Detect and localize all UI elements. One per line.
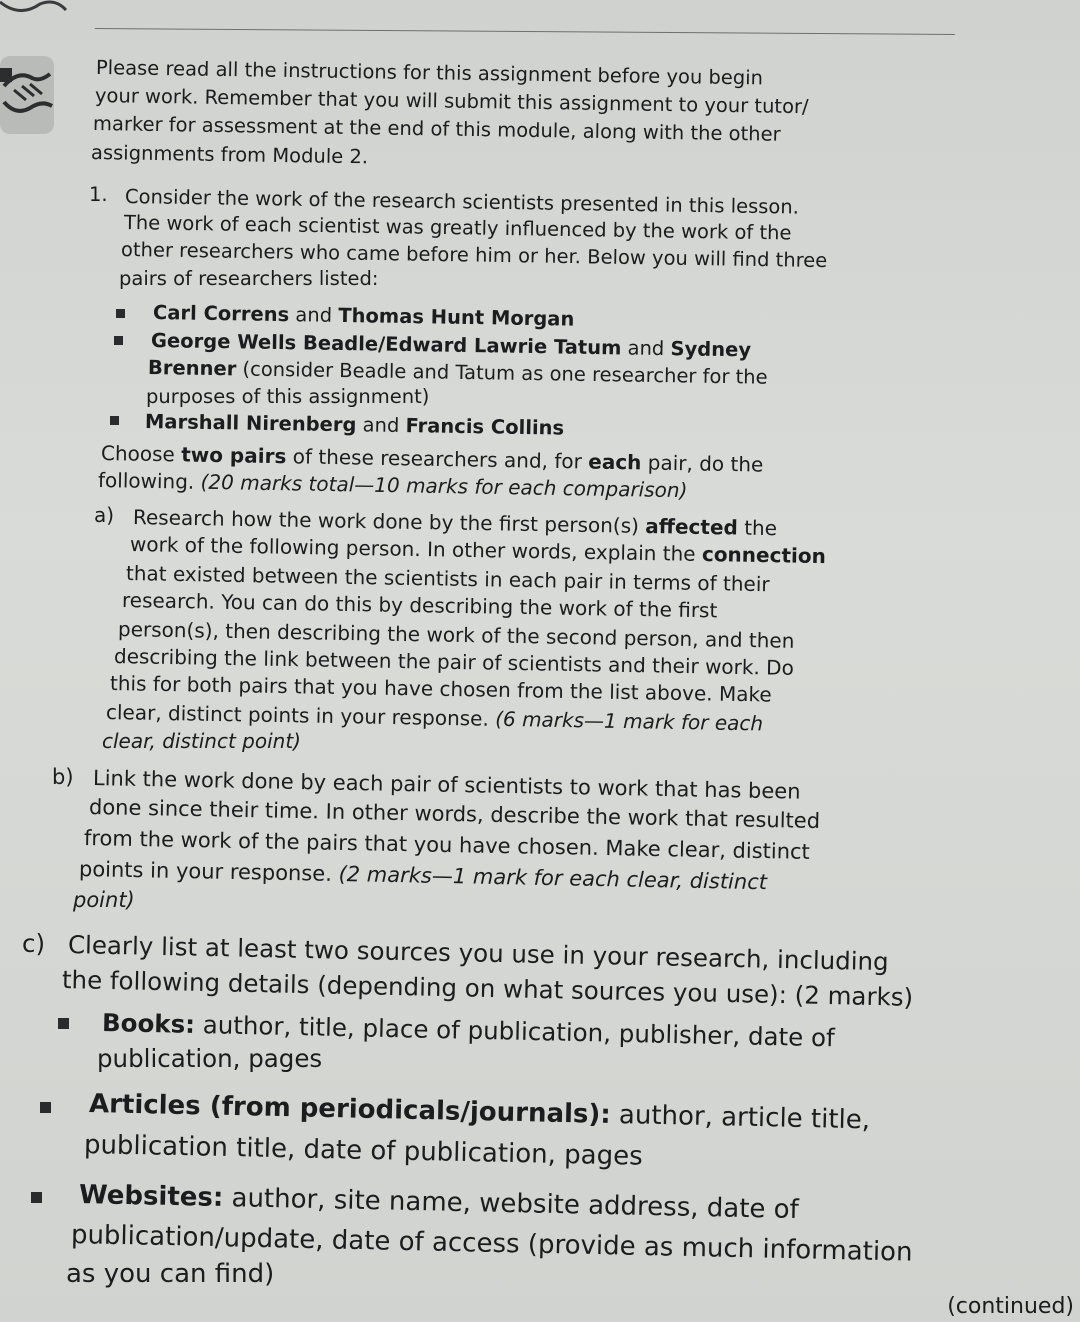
pair-joiner: and <box>621 336 671 361</box>
bullet-square <box>58 1018 69 1029</box>
part-label: c) <box>22 929 46 958</box>
text: of these researchers and, for <box>286 444 589 474</box>
intro-line: your work. Remember that you will submit this assignment to your tutor/ <box>94 84 809 119</box>
researcher-name: Thomas Hunt Morgan <box>338 303 575 331</box>
source-type: Websites: <box>78 1180 224 1214</box>
question-line: other researchers who came before him or her. Below you will find three <box>120 238 828 273</box>
researcher-name: Brenner <box>147 356 237 381</box>
text: pair, do the <box>641 450 764 477</box>
emphasis: connection <box>701 541 827 569</box>
source-type: Books: <box>101 1008 196 1039</box>
part-a-line: describing the link between the pair of scientists and their work. Do <box>113 644 795 680</box>
part-a-line: that existed between the scientists in each pair in terms of their <box>125 561 770 597</box>
bullet-square <box>114 336 123 345</box>
part-b-line: done since their time. In other words, describe the work that resulted <box>88 795 821 834</box>
text: the <box>737 515 778 541</box>
part-a-line: person(s), then describing the work of the second person, and then <box>117 617 795 653</box>
researcher-name: Francis Collins <box>405 414 565 440</box>
text: Research how the work done by the first person(s) <box>132 505 646 538</box>
text: author, title, place of publication, publisher, date of <box>194 1009 835 1053</box>
intro-line: assignments from Module 2. <box>90 141 369 169</box>
part-c-line: the following details (depending on what sources you use): (2 marks) <box>61 965 914 1012</box>
part-b-line: from the work of the pairs that you have chosen. Make clear, distinct <box>83 826 811 864</box>
bullet-square <box>110 416 119 425</box>
bullet-square <box>40 1102 51 1113</box>
source-item-cont: publication/update, date of access (provide as much information <box>70 1220 913 1268</box>
part-a-line: this for both pairs that you have chosen from the list above. Make <box>109 671 772 707</box>
researcher-name: Marshall Nirenberg <box>144 410 357 437</box>
text: author, article title, <box>610 1099 871 1136</box>
emphasis: two pairs <box>180 442 287 469</box>
continued-note: (continued) <box>947 1294 1074 1319</box>
text: clear, distinct points in your response. <box>105 700 496 731</box>
text: points in your response. <box>78 857 339 886</box>
emphasis: affected <box>645 513 739 540</box>
part-b-line: Link the work done by each pair of scientists to work that has been <box>92 766 801 804</box>
part-label: a) <box>94 503 115 527</box>
pair-item <box>145 410 565 440</box>
marks-note: (20 marks total—10 marks for each comparison) <box>200 469 688 503</box>
pair-joiner: and <box>356 413 406 438</box>
part-b-line <box>79 857 767 894</box>
pair-item-cont <box>148 356 768 389</box>
pair-note: (consider Beadle and Tatum as one researcher for the <box>236 357 768 389</box>
text: following. <box>97 468 201 494</box>
part-label: b) <box>52 765 74 789</box>
intro-line: Please read all the instructions for this assignment before you begin <box>95 56 764 90</box>
researcher-name: Sydney <box>670 337 752 362</box>
source-item-cont: publication, pages <box>97 1044 323 1073</box>
part-a-line: research. You can do this by describing the work of the first <box>121 588 718 623</box>
marks-note: point) <box>73 888 135 912</box>
pair-joiner: and <box>289 303 339 327</box>
intro-line: marker for assessment at the end of this module, along with the other <box>92 112 781 146</box>
source-type: Articles (from periodicals/journals): <box>88 1089 612 1130</box>
source-item <box>89 1089 871 1135</box>
part-c-line: Clearly list at least two sources you use in your research, including <box>67 930 889 977</box>
bullet-square <box>116 309 125 318</box>
question-line: The work of each scientist was greatly influenced by the work of the <box>123 211 792 245</box>
text: author, site name, website address, date of <box>222 1183 800 1226</box>
researcher-name: Carl Correns <box>152 301 290 327</box>
source-item-cont: as you can find) <box>66 1259 275 1289</box>
question-line: pairs of researchers listed: <box>119 267 379 290</box>
source-item <box>79 1180 799 1225</box>
text: Choose <box>100 441 182 467</box>
pair-note: purposes of this assignment) <box>146 385 430 408</box>
emphasis: each <box>588 449 642 475</box>
bullet-square <box>31 1192 42 1203</box>
pair-item <box>153 301 575 331</box>
marks-note: (6 marks—1 mark for each <box>494 706 764 736</box>
question-number: 1. <box>89 183 108 206</box>
researcher-name: George Wells Beadle/Edward Lawrie Tatum <box>150 329 622 360</box>
text: work of the following person. In other words, explain the <box>129 532 703 566</box>
marks-note: (2 marks—1 mark for each clear, distinct <box>338 861 768 895</box>
marks-note: clear, distinct point) <box>102 729 301 753</box>
question-line: Consider the work of the research scientists presented in this lesson. <box>124 185 800 219</box>
source-item-cont: publication title, date of publication, pages <box>83 1130 643 1172</box>
